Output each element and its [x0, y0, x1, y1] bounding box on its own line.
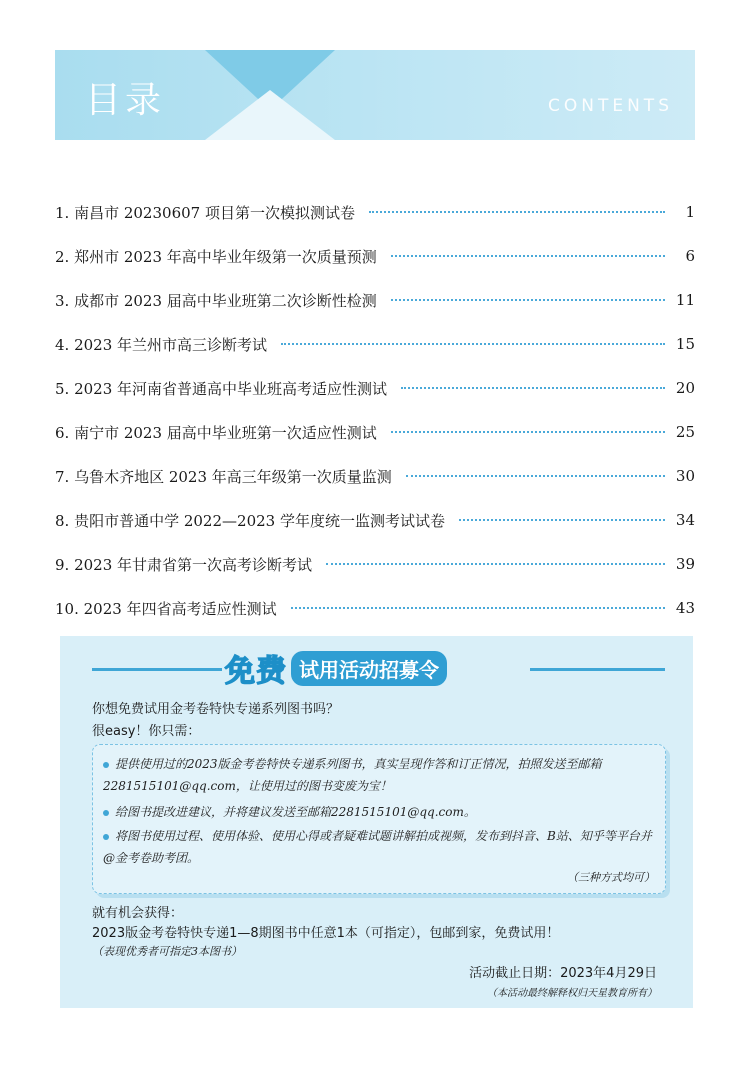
toc-entry[interactable] — [55, 542, 695, 586]
toc-leader-dots — [369, 211, 665, 213]
toc-leader-dots — [281, 343, 665, 345]
toc-leader-dots — [391, 431, 665, 433]
toc-leader-dots — [326, 563, 665, 565]
toc-entry[interactable] — [55, 454, 695, 498]
toc-leader-dots — [391, 255, 665, 257]
heading-rule-left — [92, 668, 222, 671]
promo-easy: 很easy！你只需： — [92, 724, 201, 739]
toc-entry-page: 34 — [675, 511, 695, 529]
toc-entry-page: 30 — [675, 467, 695, 485]
toc-entry[interactable] — [55, 586, 695, 630]
toc-entry-page: 43 — [675, 599, 695, 617]
toc-entry-title: 8. 贵阳市普通中学 2022—2023 学年度统一监测考试试卷 — [55, 511, 445, 530]
free-trial-promo-box — [60, 636, 693, 1008]
toc-entry[interactable] — [55, 410, 695, 454]
page-title: 目录 — [85, 80, 166, 121]
toc-entry-title: 7. 乌鲁木齐地区 2023 年高三年级第一次质量监测 — [55, 467, 392, 486]
promo-deadline: 活动截止日期：2023年4月29日 — [469, 966, 657, 981]
toc-entry-title: 10. 2023 年四省高考适应性测试 — [55, 599, 277, 618]
toc-entry[interactable] — [55, 190, 695, 234]
toc-leader-dots — [406, 475, 665, 477]
bullet-dot-icon — [103, 810, 109, 816]
toc-leader-dots — [459, 519, 665, 521]
promo-chance: 就有机会获得： — [92, 906, 184, 921]
instructions-box — [92, 744, 666, 894]
toc-entry-page: 15 — [675, 335, 695, 353]
bullet-dot-icon — [103, 762, 109, 768]
toc-entry[interactable] — [55, 278, 695, 322]
promo-question: 你想免费试用金考卷特快专递系列图书吗？ — [92, 702, 340, 717]
table-of-contents — [55, 190, 695, 630]
toc-entry-page: 1 — [685, 203, 695, 221]
toc-entry-page: 11 — [675, 291, 695, 309]
toc-entry-page: 25 — [675, 423, 695, 441]
toc-entry[interactable] — [55, 498, 695, 542]
toc-entry-page: 6 — [685, 247, 695, 265]
toc-entry[interactable] — [55, 234, 695, 278]
toc-entry-title: 1. 南昌市 20230607 项目第一次模拟测试卷 — [55, 203, 355, 222]
toc-entry[interactable] — [55, 322, 695, 366]
toc-leader-dots — [291, 607, 665, 609]
toc-entry-title: 9. 2023 年甘肃省第一次高考诊断考试 — [55, 555, 313, 574]
banner-decoration — [205, 90, 335, 140]
instruction-item: 将图书使用过程、使用体验、使用心得或者疑难试题讲解拍成视频，发布到抖音、B站、知乎等平台并@金考卷助考团。 — [103, 829, 652, 865]
toc-entry-title: 5. 2023 年河南省普通高中毕业班高考适应性测试 — [55, 379, 388, 398]
three-ways-note: （三种方式均可） — [567, 871, 655, 884]
promo-heading — [225, 646, 447, 690]
toc-entry-page: 20 — [675, 379, 695, 397]
toc-entry-title: 6. 南宁市 2023 届高中毕业班第一次适应性测试 — [55, 423, 377, 442]
promo-heading-free: 免费 — [225, 654, 287, 689]
toc-entry-title: 4. 2023 年兰州市高三诊断考试 — [55, 335, 268, 354]
page-subtitle: CONTENTS — [548, 96, 673, 116]
promo-heading-recruit: 试用活动招募令 — [291, 651, 447, 686]
promo-excellent-note: （表现优秀者可指定3本图书） — [92, 945, 242, 958]
bullet-dot-icon — [103, 834, 109, 840]
toc-entry-title: 2. 郑州市 2023 年高中毕业年级第一次质量预测 — [55, 247, 377, 266]
heading-rule-right — [530, 668, 665, 671]
instruction-item: 给图书提改进建议，并将建议发送至邮箱2281515101@qq.com。 — [103, 801, 653, 823]
toc-leader-dots — [391, 299, 665, 301]
promo-reward: 2023版金考卷特快专递1—8期图书中任意1本（可指定），包邮到家，免费试用！ — [92, 926, 560, 941]
toc-entry-title: 3. 成都市 2023 届高中毕业班第二次诊断性检测 — [55, 291, 377, 310]
promo-rights-note: （本活动最终解释权归天星教育所有） — [487, 988, 657, 999]
toc-entry-page: 39 — [675, 555, 695, 573]
toc-entry[interactable] — [55, 366, 695, 410]
instruction-item: 提供使用过的2023版金考卷特快专递系列图书，真实呈现作答和订正情况，拍照发送至邮箱2281515101@qq.com，让使用过的图书变废为宝！ — [103, 757, 602, 793]
toc-leader-dots — [401, 387, 665, 389]
contents-header-banner — [55, 50, 695, 140]
